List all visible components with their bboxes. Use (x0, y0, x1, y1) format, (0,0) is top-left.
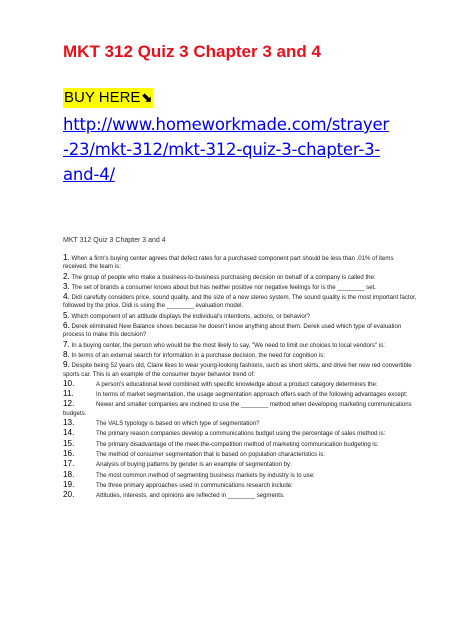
question-item (63, 460, 417, 469)
question-number: 14. (63, 428, 75, 438)
question-text: In a buying center, the person who would be the most likely to say, "We need to limit our choices to local vendors" is: (71, 341, 385, 349)
question-item (63, 429, 417, 438)
question-text: Attitudes, interests, and opinions are reflected in ________ segments. (96, 492, 285, 500)
purchase-link-line-2[interactable]: -23/mkt-312/mkt-312-quiz-3-chapter-3- (63, 140, 381, 159)
question-text: Didi carefully considers price, sound quality, and the size of a new stereo system. The sound quality is the most important factor, followed by the price. Didi is using the ________ evaluation model. (63, 294, 417, 310)
buy-here-label (63, 88, 153, 108)
question-item (63, 491, 417, 500)
question-text: The three primary approaches used in communications research include: (96, 481, 293, 489)
page-title: MKT 312 Quiz 3 Chapter 3 and 4 (63, 42, 321, 61)
question-item (63, 471, 417, 480)
question-item (63, 283, 417, 292)
question-item (63, 400, 417, 418)
question-text: When a firm's buying center agrees that defect rates for a purchased component part should be less than .01% of items received, the team is: (63, 255, 394, 271)
question-item (63, 380, 417, 389)
question-text: The method of consumer segmentation that is based on population characteristics is: (96, 450, 325, 458)
question-text: Newer and smaller companies are inclined to use the ________ method when developing marketing communications budgets. (63, 401, 412, 417)
arrow-down-right-icon: ⬊ (141, 90, 153, 105)
question-text: In terms of an external search for information in a purchase decision, the need for cognition is: (71, 351, 325, 359)
question-item (63, 341, 417, 350)
question-number: 2. (63, 271, 70, 281)
question-text: Analysis of buying patterns by gender is an example of segmentation by: (96, 461, 292, 469)
question-item (63, 361, 417, 379)
question-number: 20. (63, 490, 75, 500)
question-number: 5. (63, 310, 70, 320)
question-number: 9. (63, 360, 70, 370)
question-number: 13. (63, 418, 75, 428)
question-number: 6. (63, 321, 70, 331)
purchase-link[interactable] (63, 112, 423, 187)
question-item (63, 450, 417, 459)
buy-here-text: BUY HERE (64, 89, 141, 106)
question-number: 19. (63, 479, 75, 489)
question-item (63, 293, 417, 311)
question-number: 15. (63, 438, 75, 448)
question-number: 18. (63, 469, 75, 479)
question-text: The group of people who make a business-to-business purchasing decision on behalf of a company is called the: (71, 273, 376, 281)
question-item (63, 419, 417, 428)
question-item (63, 351, 417, 360)
question-list (63, 254, 417, 501)
question-text: In terms of market segmentation, the usage segmentation approach offers each of the following advantages except: (96, 391, 408, 399)
question-text: The most common method of segmenting business markets by industry is to use: (96, 471, 315, 479)
document-subtitle: MKT 312 Quiz 3 Chapter 3 and 4 (63, 237, 166, 244)
question-number: 12. (63, 399, 75, 409)
question-item (63, 390, 417, 399)
question-item (63, 440, 417, 449)
question-item (63, 273, 417, 282)
question-text: Despite being 52 years old, Claire likes to wear young-looking fashions, such as short skirts, and drive her new red convertible sports car. This is an example of the consumer buyer behavior trend of: (63, 362, 412, 378)
question-text: A person's educational level combined with specific knowledge about a product category determines the: (96, 380, 378, 388)
question-number: 3. (63, 281, 70, 291)
question-number: 4. (63, 292, 70, 302)
question-number: 8. (63, 349, 70, 359)
question-number: 17. (63, 459, 75, 469)
question-number: 16. (63, 448, 75, 458)
question-text: The set of brands a consumer knows about but has neither positive nor negative feelings for is the ________ set. (71, 283, 376, 291)
question-item (63, 254, 417, 272)
question-number: 11. (63, 389, 74, 399)
question-text: The primary reason companies develop a communications budget using the percentage of sales method is: (96, 430, 386, 438)
question-text: Derek eliminated New Balance shoes because he doesn't know anything about them. Derek used which type of evaluation process to make this decision? (63, 323, 402, 339)
question-number: 10. (63, 378, 75, 388)
question-item (63, 312, 417, 321)
question-item (63, 481, 417, 490)
question-text: The VALS typology is based on which type of segmentation? (96, 420, 260, 428)
question-text: The primary disadvantage of the meet-the-competition method of marketing communication budgeting is: (96, 440, 379, 448)
question-text: Which component of an attitude displays the individual's intentions, actions, or behavior? (71, 312, 311, 320)
purchase-link-line-3[interactable]: and-4/ (63, 165, 115, 184)
question-item (63, 322, 417, 340)
purchase-link-line-1[interactable]: http://www.homeworkmade.com/strayer (63, 115, 389, 134)
question-number: 7. (63, 339, 70, 349)
question-number: 1. (63, 253, 70, 262)
